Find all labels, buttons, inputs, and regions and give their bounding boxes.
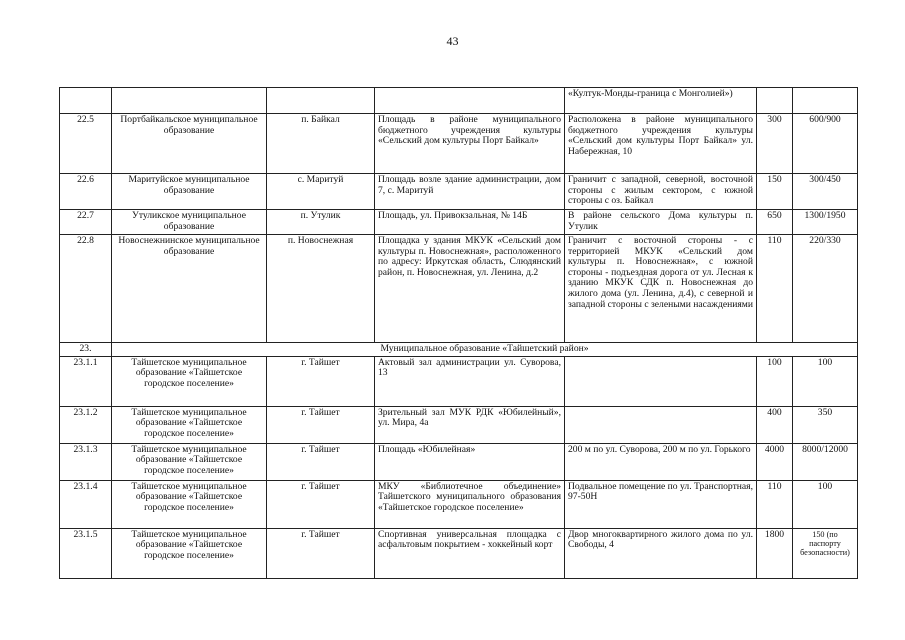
cell-description (565, 356, 757, 406)
cell-num: 23.1.3 (60, 443, 112, 480)
cell-site: Площадь «Юбилейная» (375, 443, 565, 480)
cell-area: 4000 (757, 443, 793, 480)
cell-num: 22.6 (60, 174, 112, 210)
cell-num: 22.5 (60, 114, 112, 174)
cell-capacity: 100 (793, 480, 858, 528)
cell-capacity: 600/900 (793, 114, 858, 174)
cell-municipality: Портбайкальское муниципальное образование (112, 114, 267, 174)
cell-area: 100 (757, 356, 793, 406)
cell-num: 22.7 (60, 210, 112, 235)
table-row (60, 443, 858, 480)
cell-capacity: 350 (793, 406, 858, 443)
cell-description: В районе сельского Дома культуры п. Утулик (565, 210, 757, 235)
cell-site: Зрительный зал МУК РДК «Юбилейный», ул. Мира, 4а (375, 406, 565, 443)
cell-municipality: Тайшетское муниципальное образование «Тайшетское городское поселение» (112, 480, 267, 528)
cell-area: 300 (757, 114, 793, 174)
cell-capacity: 220/330 (793, 235, 858, 343)
sites-table (59, 87, 858, 579)
cell-area: 150 (757, 174, 793, 210)
cell-capacity: 8000/12000 (793, 443, 858, 480)
cell-locality (267, 88, 375, 114)
cell-locality: г. Тайшет (267, 406, 375, 443)
table-row (60, 528, 858, 578)
section-num: 23. (60, 343, 112, 357)
cell-site: Площадь в районе муниципального бюджетного учреждения культуры «Сельский дом культуры Порт Байкал» (375, 114, 565, 174)
cell-site: Актовый зал администрации ул. Суворова, 13 (375, 356, 565, 406)
cell-locality: с. Маритуй (267, 174, 375, 210)
cell-municipality (112, 88, 267, 114)
cell-area: 110 (757, 235, 793, 343)
section-title: Муниципальное образование «Тайшетский район» (112, 343, 858, 357)
cell-capacity: 1300/1950 (793, 210, 858, 235)
cell-municipality: Тайшетское муниципальное образование «Тайшетское городское поселение» (112, 528, 267, 578)
table-row (60, 174, 858, 210)
cell-locality: п. Байкал (267, 114, 375, 174)
cell-num: 23.1.2 (60, 406, 112, 443)
cell-num: 23.1.4 (60, 480, 112, 528)
table-row (60, 235, 858, 343)
cell-locality: п. Утулик (267, 210, 375, 235)
cell-municipality: Маритуйское муниципальное образование (112, 174, 267, 210)
cell-site (375, 88, 565, 114)
cell-locality: п. Новоснежная (267, 235, 375, 343)
table-row-continuation (60, 88, 858, 114)
cell-site: Площадка у здания МКУК «Сельский дом культуры п. Новоснежная», расположенного по адресу: Иркутская область, Слюдянский район, п. Новоснежная, ул. Ленина, д.2 (375, 235, 565, 343)
cell-locality: г. Тайшет (267, 528, 375, 578)
cell-municipality: Тайшетское муниципальное образование «Тайшетское городское поселение» (112, 356, 267, 406)
cell-capacity (793, 88, 858, 114)
table-row (60, 114, 858, 174)
cell-area: 110 (757, 480, 793, 528)
cell-site: Площадь возле здание администрации, дом 7, с. Маритуй (375, 174, 565, 210)
cell-description: Граничит с западной, северной, восточной стороны с жилым сектором, с южной стороны с оз. Байкал (565, 174, 757, 210)
cell-site: Площадь, ул. Привокзальная, № 14Б (375, 210, 565, 235)
cell-capacity: 100 (793, 356, 858, 406)
cell-num: 23.1.5 (60, 528, 112, 578)
cell-num: 23.1.1 (60, 356, 112, 406)
cell-description: «Култук-Монды-граница с Монголией») (565, 88, 757, 114)
table-row (60, 480, 858, 528)
cell-num (60, 88, 112, 114)
page-number: 43 (446, 34, 459, 48)
cell-site: МКУ «Библиотечное объединение» Тайшетского муниципального образования «Тайшетское городское поселение» (375, 480, 565, 528)
cell-municipality: Новоснежнинское муниципальное образование (112, 235, 267, 343)
cell-description: Граничит с восточной стороны - с территорией МКУК «Сельский дом культуры п. Новоснежная», с южной стороны - подъездная дорога от ул. Лесная к зданию МКУК СДК п. Новоснежная до жилого дома (ул. Ленина, д.4), с северной и западной стороны с зелеными насаждениями (565, 235, 757, 343)
cell-locality: г. Тайшет (267, 480, 375, 528)
table-row (60, 210, 858, 235)
cell-num: 22.8 (60, 235, 112, 343)
table-row (60, 356, 858, 406)
cell-area: 400 (757, 406, 793, 443)
cell-municipality: Утуликское муниципальное образование (112, 210, 267, 235)
cell-municipality: Тайшетское муниципальное образование «Тайшетское городское поселение» (112, 406, 267, 443)
cell-capacity: 150 (по паспорту безопасности) (793, 528, 858, 578)
cell-capacity: 300/450 (793, 174, 858, 210)
section-row (60, 343, 858, 357)
cell-description (565, 406, 757, 443)
cell-site: Спортивная универсальная площадка с асфальтовым покрытием - хоккейный корт (375, 528, 565, 578)
cell-area (757, 88, 793, 114)
cell-municipality: Тайшетское муниципальное образование «Тайшетское городское поселение» (112, 443, 267, 480)
cell-description: Подвальное помещение по ул. Транспортная, 97-50Н (565, 480, 757, 528)
cell-description: Двор многоквартирного жилого дома по ул. Свободы, 4 (565, 528, 757, 578)
cell-description: Расположена в районе муниципального бюджетного учреждения культуры «Сельский дом культуры Порт Байкал» ул. Набережная, 10 (565, 114, 757, 174)
cell-locality: г. Тайшет (267, 443, 375, 480)
cell-area: 1800 (757, 528, 793, 578)
table-row (60, 406, 858, 443)
cell-description: 200 м по ул. Суворова, 200 м по ул. Горького (565, 443, 757, 480)
cell-area: 650 (757, 210, 793, 235)
cell-locality: г. Тайшет (267, 356, 375, 406)
